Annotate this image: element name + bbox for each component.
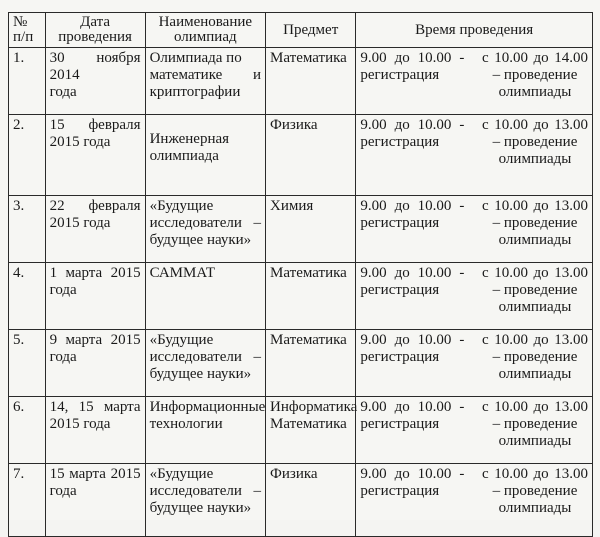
cell-time — [356, 397, 593, 464]
olympiad-time — [482, 332, 588, 383]
cell-subject — [266, 115, 356, 196]
header-row — [9, 13, 593, 48]
olympiad-time-line-1: с 10.00 до 14.00 — [482, 50, 588, 66]
olympiad-time — [482, 117, 588, 168]
table-row-4 — [9, 263, 593, 330]
table-row-3 — [9, 196, 593, 263]
date-line-2: года — [49, 349, 77, 365]
cell-num — [9, 263, 46, 330]
cell-date — [45, 115, 145, 196]
name-line-2: технологии — [149, 416, 223, 432]
table-row-5 — [9, 330, 593, 397]
olympiad-time-line-3: олимпиады — [498, 232, 572, 248]
name-line-3: будущее науки» — [149, 366, 252, 382]
table-row-6 — [9, 397, 593, 464]
row-num: 5. — [13, 332, 25, 348]
name-line-3: будущее науки» — [149, 232, 252, 248]
cell-olympiad-name — [145, 48, 265, 115]
olympiad-time-line-2: – проведение — [492, 349, 578, 365]
name-line-1: «Будущие — [149, 466, 214, 482]
cell-olympiad-name — [145, 115, 265, 196]
cell-subject — [266, 196, 356, 263]
cell-olympiad-name — [145, 330, 265, 397]
olympiad-schedule-table — [8, 12, 593, 537]
time-content — [360, 265, 588, 316]
olympiad-time-line-1: с 10.00 до 13.00 — [482, 399, 588, 415]
subject-line-1: Химия — [270, 198, 314, 214]
date-line-1: 15 марта 2015 — [49, 466, 141, 482]
date-line-1: 1 марта 2015 — [49, 265, 141, 281]
cell-subject — [266, 263, 356, 330]
name-line-1: «Будущие — [149, 198, 214, 214]
registration-line-2: регистрация — [360, 282, 440, 298]
cell-time — [356, 196, 593, 263]
date-line-1: 9 марта 2015 — [49, 332, 141, 348]
olympiad-time — [482, 399, 588, 450]
date-line-2: года — [49, 483, 77, 499]
cell-date — [45, 48, 145, 115]
cell-date — [45, 196, 145, 263]
date-line-2: 2015 года — [49, 416, 111, 432]
cell-num — [9, 397, 46, 464]
olympiad-time — [482, 50, 588, 101]
registration-time — [360, 399, 464, 450]
name-line-2: Инженерная — [149, 131, 230, 147]
header-date — [45, 13, 145, 48]
cell-num — [9, 464, 46, 537]
cell-olympiad-name — [145, 397, 265, 464]
row-num: 4. — [13, 265, 25, 281]
registration-line-1: 9.00 до 10.00 - — [360, 332, 465, 348]
header-name-l1: Наименование — [158, 14, 253, 30]
time-content — [360, 50, 588, 101]
cell-num — [9, 48, 46, 115]
name-line-3: будущее науки» — [149, 500, 252, 516]
name-line-2: исследователи – — [149, 349, 262, 365]
name-line-1: Информационные — [149, 399, 266, 415]
olympiad-time-line-1: с 10.00 до 13.00 — [482, 117, 588, 133]
row-num: 6. — [13, 399, 25, 415]
date-line-2: 2015 года — [49, 134, 111, 150]
time-content — [360, 399, 588, 450]
name-line-1: «Будущие — [149, 332, 214, 348]
date-line-1: 30 ноября 2014 — [49, 50, 141, 83]
cell-subject — [266, 397, 356, 464]
header-num-l1: № — [13, 14, 28, 30]
table-row-7 — [9, 464, 593, 537]
registration-line-1: 9.00 до 10.00 - — [360, 466, 465, 482]
cell-time — [356, 330, 593, 397]
olympiad-time-line-2: – проведение — [492, 134, 578, 150]
cell-date — [45, 330, 145, 397]
registration-line-2: регистрация — [360, 349, 440, 365]
cell-date — [45, 464, 145, 537]
date-line-1: 22 февраля — [49, 198, 141, 214]
olympiad-time-line-3: олимпиады — [498, 500, 572, 516]
registration-line-1: 9.00 до 10.00 - — [360, 265, 465, 281]
registration-line-1: 9.00 до 10.00 - — [360, 50, 465, 66]
cell-olympiad-name — [145, 464, 265, 537]
row-num: 7. — [13, 466, 25, 482]
header-time — [356, 13, 593, 48]
cell-subject — [266, 464, 356, 537]
header-time-text: Время проведения — [415, 21, 534, 38]
olympiad-time-line-2: – проведение — [492, 416, 578, 432]
cell-num — [9, 330, 46, 397]
olympiad-time-line-1: с 10.00 до 13.00 — [482, 332, 588, 348]
time-content — [360, 117, 588, 168]
table-row-1 — [9, 48, 593, 115]
header-num-l2: п/п — [13, 29, 34, 45]
olympiad-time-line-1: с 10.00 до 13.00 — [482, 265, 588, 281]
time-content — [360, 198, 588, 249]
cell-time — [356, 464, 593, 537]
subject-line-1: Математика — [270, 332, 347, 348]
olympiad-time-line-1: с 10.00 до 13.00 — [482, 198, 588, 214]
header-date-l2: проведения — [58, 29, 132, 45]
olympiad-time — [482, 198, 588, 249]
time-content — [360, 466, 588, 517]
cell-time — [356, 115, 593, 196]
name-line-2: исследователи – — [149, 483, 262, 499]
olympiad-time — [482, 265, 588, 316]
registration-line-1: 9.00 до 10.00 - — [360, 399, 465, 415]
name-line-3: олимпиада — [149, 148, 219, 164]
name-line-2: математике и — [149, 67, 262, 83]
olympiad-time-line-3: олимпиады — [498, 151, 572, 167]
registration-time — [360, 198, 464, 249]
table-row-2 — [9, 115, 593, 196]
registration-time — [360, 466, 464, 517]
olympiad-time-line-2: – проведение — [492, 282, 578, 298]
header-date-l1: Дата — [80, 14, 111, 30]
cell-date — [45, 263, 145, 330]
registration-time — [360, 332, 464, 383]
row-num: 2. — [13, 117, 25, 133]
registration-time — [360, 50, 464, 101]
header-num — [9, 13, 46, 48]
cell-num — [9, 115, 46, 196]
row-num: 3. — [13, 198, 25, 214]
subject-line-1: Физика — [270, 117, 318, 133]
registration-line-2: регистрация — [360, 134, 440, 150]
registration-line-2: регистрация — [360, 215, 440, 231]
registration-time — [360, 117, 464, 168]
registration-line-2: регистрация — [360, 416, 440, 432]
name-line-1: Олимпиада по — [149, 50, 242, 66]
subject-line-1: Математика — [270, 50, 347, 66]
registration-line-1: 9.00 до 10.00 - — [360, 198, 465, 214]
row-num: 1. — [13, 50, 25, 66]
registration-time — [360, 265, 464, 316]
name-line-2: исследователи – — [149, 215, 262, 231]
olympiad-time-line-2: – проведение — [492, 215, 578, 231]
registration-line-2: регистрация — [360, 483, 440, 499]
cell-time — [356, 48, 593, 115]
date-line-1: 15 февраля — [49, 117, 141, 133]
olympiad-time-line-3: олимпиады — [498, 366, 572, 382]
date-line-2: года — [49, 84, 77, 100]
olympiad-time — [482, 466, 588, 517]
time-content — [360, 332, 588, 383]
registration-line-1: 9.00 до 10.00 - — [360, 117, 465, 133]
subject-line-2: Математика — [270, 416, 347, 432]
subject-line-1: Математика — [270, 265, 347, 281]
header-name — [145, 13, 265, 48]
registration-line-2: регистрация — [360, 67, 440, 83]
cell-num — [9, 196, 46, 263]
cell-subject — [266, 48, 356, 115]
header-subject — [266, 13, 356, 48]
header-subject-text: Предмет — [283, 21, 339, 38]
subject-line-1: Информатика — [270, 399, 358, 415]
date-line-2: 2015 года — [49, 215, 111, 231]
olympiad-time-line-2: – проведение — [492, 483, 578, 499]
cell-subject — [266, 330, 356, 397]
subject-line-1: Физика — [270, 466, 318, 482]
olympiad-time-line-3: олимпиады — [498, 299, 572, 315]
olympiad-time-line-3: олимпиады — [498, 433, 572, 449]
olympiad-time-line-1: с 10.00 до 13.00 — [482, 466, 588, 482]
date-line-1: 14, 15 марта — [49, 399, 141, 415]
cell-time — [356, 263, 593, 330]
olympiad-time-line-2: – проведение — [492, 67, 578, 83]
name-line-3: криптографии — [149, 84, 241, 100]
header-name-l2: олимпиад — [173, 29, 237, 45]
cell-olympiad-name — [145, 263, 265, 330]
olympiad-time-line-3: олимпиады — [498, 84, 572, 100]
cell-date — [45, 397, 145, 464]
cell-olympiad-name — [145, 196, 265, 263]
date-line-2: года — [49, 282, 77, 298]
name-line-1: САММАТ — [149, 265, 216, 281]
